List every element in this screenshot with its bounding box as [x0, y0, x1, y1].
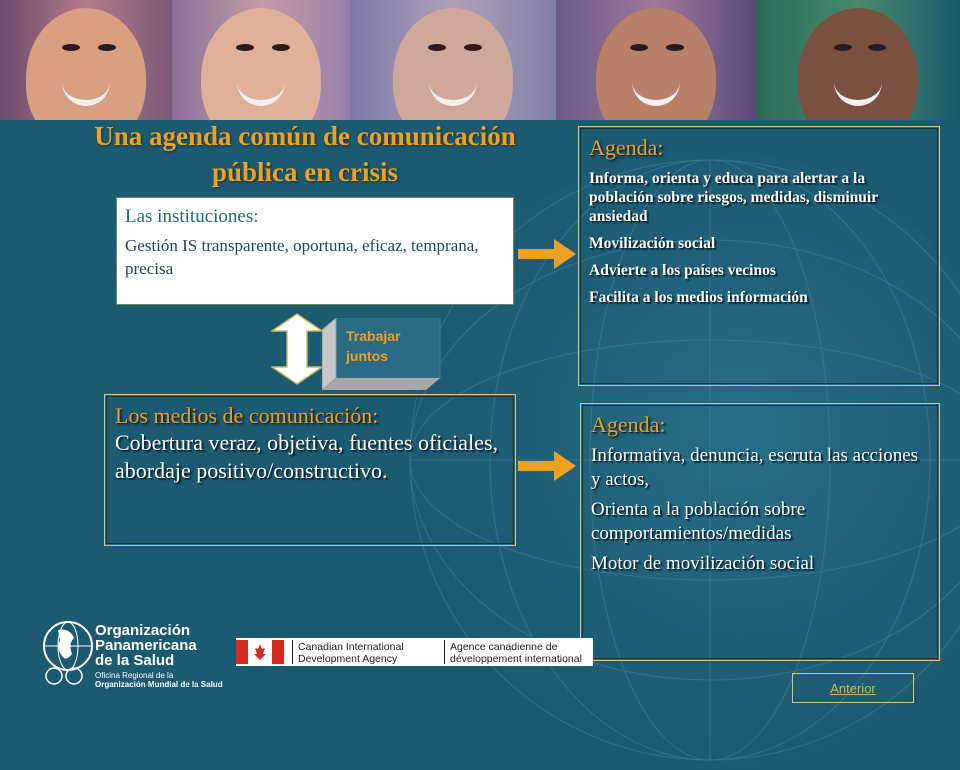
banner-photo [0, 0, 172, 120]
instituciones-box [116, 197, 514, 305]
title-line-1: Una agenda común de comunicación [94, 121, 516, 151]
banner-photo [172, 0, 350, 120]
paho-sub-line-1: Oficina Regional de la [95, 671, 174, 680]
right-arrow-icon [518, 449, 576, 483]
trabajar-juntos-line-1: Trabajar [346, 328, 401, 344]
agenda-instituciones-panel [578, 126, 940, 386]
banner-photo [556, 0, 756, 120]
agenda-medios-panel [580, 403, 940, 661]
paho-name-line-2: Panamericana [95, 637, 197, 654]
paho-subtitle [95, 671, 223, 689]
cida-french [450, 641, 582, 665]
banner-photo [756, 0, 960, 120]
agenda-instituciones-heading: Agenda: [589, 135, 664, 160]
canada-flag-icon [236, 640, 284, 664]
double-arrow-icon [271, 313, 323, 385]
medios-heading: Los medios de comunicación: [115, 403, 379, 428]
agenda-item: Movilización social [589, 235, 716, 252]
paho-name [95, 623, 197, 668]
paho-name-line-3: de la Salud [95, 652, 175, 669]
agenda-medios-heading: Agenda: [591, 412, 666, 437]
medios-text: Cobertura veraz, objetiva, fuentes oficiales, abordaje positivo/constructivo. [115, 430, 499, 483]
instituciones-heading: Las instituciones: [125, 206, 259, 227]
trabajar-juntos-label [346, 326, 436, 366]
banner-photo [350, 0, 556, 120]
medios-panel [104, 394, 516, 546]
cida-english [298, 641, 404, 665]
agenda-item: Motor de movilización social [591, 553, 815, 574]
agenda-item: Facilita a los medios información [589, 289, 808, 306]
paho-sub-line-2: Organización Mundial de la Salud [95, 680, 223, 689]
right-arrow-icon [518, 237, 576, 271]
photo-banner [0, 0, 960, 120]
agenda-item: Advierte a los países vecinos [589, 262, 776, 279]
cida-fr-line-2: développement international [450, 653, 582, 665]
agenda-item: Informa, orienta y educa para alertar a la población sobre riesgos, medidas, disminuir ansiedad [589, 170, 878, 225]
agenda-item: Informativa, denuncia, escruta las acciones y actos, [591, 445, 919, 490]
cida-en-line-2: Development Agency [298, 653, 398, 665]
cida-logo [236, 638, 593, 666]
title-line-2: pública en crisis [211, 157, 399, 187]
trabajar-juntos-line-2: juntos [346, 348, 388, 364]
agenda-item: Orienta a la población sobre comportamientos/medidas [591, 499, 806, 544]
instituciones-text: Gestión IS transparente, oportuna, eficaz, temprana, precisa [125, 236, 479, 278]
cida-en-line-1: Canadian International [298, 641, 404, 653]
paho-name-line-1: Organización [95, 622, 191, 639]
slide-title [40, 118, 570, 190]
anterior-button[interactable]: Anterior [792, 673, 914, 703]
cida-fr-line-1: Agence canadienne de [450, 641, 558, 653]
